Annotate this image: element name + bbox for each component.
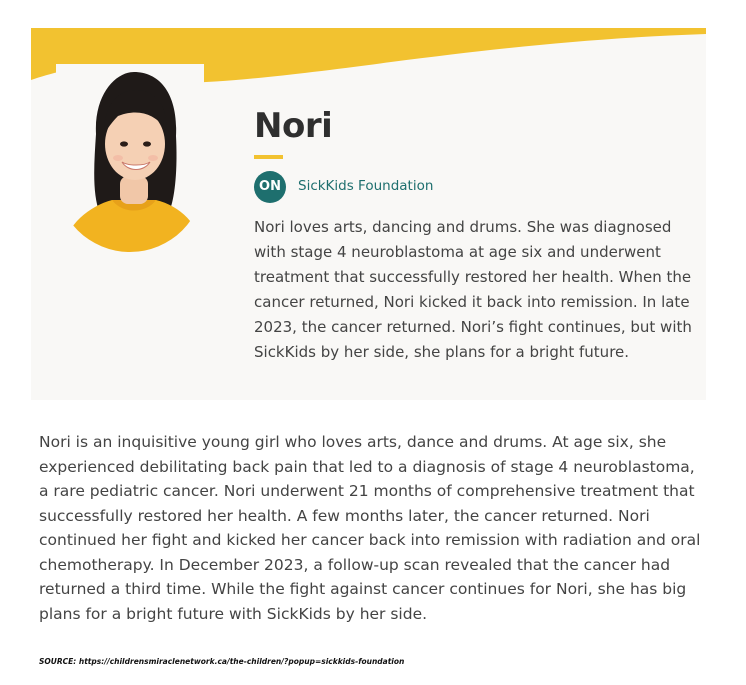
foundation-name: SickKids Foundation	[298, 178, 434, 194]
child-photo	[56, 64, 204, 252]
child-portrait-photo	[56, 64, 204, 252]
child-name: Nori	[254, 106, 333, 146]
province-badge: ON	[254, 171, 286, 203]
name-underline	[254, 155, 283, 159]
story-paragraph: Nori is an inquisitive young girl who loves arts, dance and drums. At age six, she experienced debilitating back pain that led to a diagnosis of stage 4 neuroblastoma, a rare pediatric cancer. Nori underwent 21 months of comprehensive treatment that successfully restored her health. A few months later, the cancer returned. Nori continued her fight and kicked her cancer back into remission with radiation and oral chemotherapy. In December 2023, a follow-up scan revealed that the cancer had returned a third time. While the fight against cancer continues for Nori, she has big plans for a bright future with SickKids by her side.	[39, 433, 701, 623]
source-citation: SOURCE: https://childrensmiraclenetwork.ca/the-children/?popup=sickkids-foundation	[39, 657, 405, 666]
profile-card	[31, 28, 706, 400]
profile-summary: Nori loves arts, dancing and drums. She was diagnosed with stage 4 neuroblastoma at age six and underwent treatment that successfully restored her health. When the cancer returned, Nori kicked it back into remission. In late 2023, the cancer returned. Nori’s fight continues, but with SickKids by her side, she plans for a bright future.	[254, 218, 692, 361]
